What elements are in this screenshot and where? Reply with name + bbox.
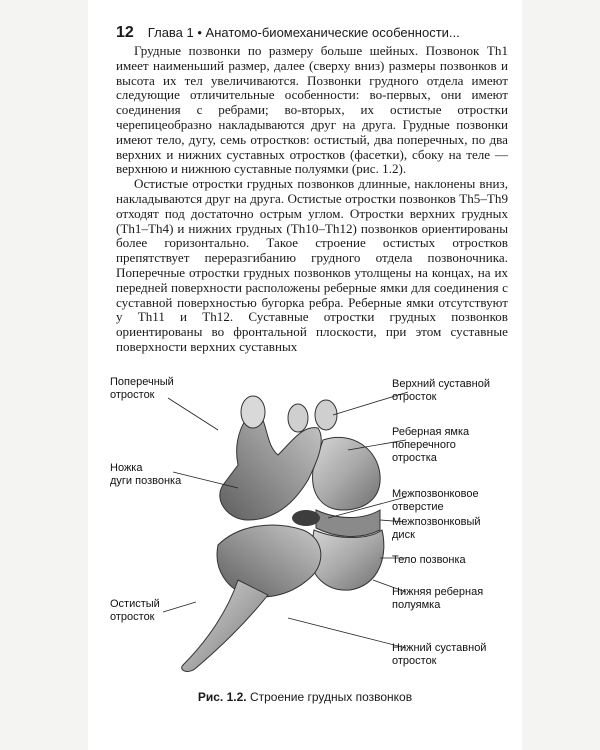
label-pedicle: Ножка дуги позвонка — [110, 462, 182, 487]
upper-vertebra-body — [313, 437, 381, 510]
label-superior-articular: Верхний суставной отросток — [392, 378, 490, 403]
spinous-process — [182, 580, 268, 671]
label-costal-facet: Реберная ямка поперечного отростка — [392, 426, 470, 464]
label-foramen: Межпозвонковое отверстие — [392, 488, 479, 513]
body-text — [116, 44, 508, 355]
caption-text: Строение грудных позвонков — [249, 690, 413, 704]
superior-articular-knob-left — [288, 404, 308, 432]
label-inferior-costal: Нижняя реберная полуямка — [392, 586, 484, 611]
running-title: Глава 1 • Анатомо-биомеханические особенности... — [147, 25, 460, 40]
lower-vertebra-body — [310, 530, 384, 590]
figure-thoracic-vertebrae — [88, 370, 522, 710]
lower-vertebra-arch — [217, 525, 321, 597]
label-spinous-process: Остистый отросток — [110, 598, 160, 623]
label-inferior-articular: Нижний суставной отросток — [392, 642, 487, 667]
running-header — [116, 24, 502, 42]
intervertebral-foramen — [292, 510, 320, 526]
transverse-process-tip — [241, 396, 265, 428]
figure-caption — [88, 690, 522, 704]
book-page — [88, 0, 522, 750]
paragraph-2: Остистые отростки грудных позвонков длинные, наклонены вниз, накладываются друг на друга. Остистые отростки позвонков Th5–Th9 отходят под достаточно острым углом. Отростки верхних грудных (Th1–Th4) и нижних грудных (Th10–Th12) позвонков ориентированы более горизонтально. Такое строение остистых отростков препятствует переразгибанию грудного отдела позвоночника. Поперечные отростки грудных позвонков утолщены на концах, на их передней поверхности расположены реберные ямки для соединения с суставной поверхностью бугорка ребра. Реберные ямки отсутствуют у Th11 и Th12. Суставные отростки грудных позвонков ориентированы во фронтальной плоскости, при этом суставные поверхности верхних суставных — [116, 176, 508, 354]
page-number: 12 — [116, 24, 134, 41]
caption-prefix: Рис. 1.2. — [197, 690, 247, 704]
label-transverse-process: Поперечный отросток — [110, 376, 174, 401]
label-disc: Межпозвонковый диск — [392, 516, 481, 541]
intervertebral-disc — [316, 510, 380, 537]
label-vertebra-body: Тело позвонка — [392, 554, 466, 566]
paragraph-1: Грудные позвонки по размеру больше шейных. Позвонок Th1 имеет наименьший размер, далее (сверху вниз) размеры позвонков и высота их тел увеличиваются. Позвонки грудного отдела имеют следующие отличительные особенности: во-первых, они имеют соединения с ребрами; во-вторых, их остистые отростки черепицеобразно накладываются друг на друга. Грудные позвонки имеют тело, дугу, семь отростков: остистый, два поперечных, по два верхних и нижних суставных отростков (фасетки), сбоку на теле — верхнюю и нижнюю суставные полуямки (рис. 1.2). — [116, 43, 508, 177]
